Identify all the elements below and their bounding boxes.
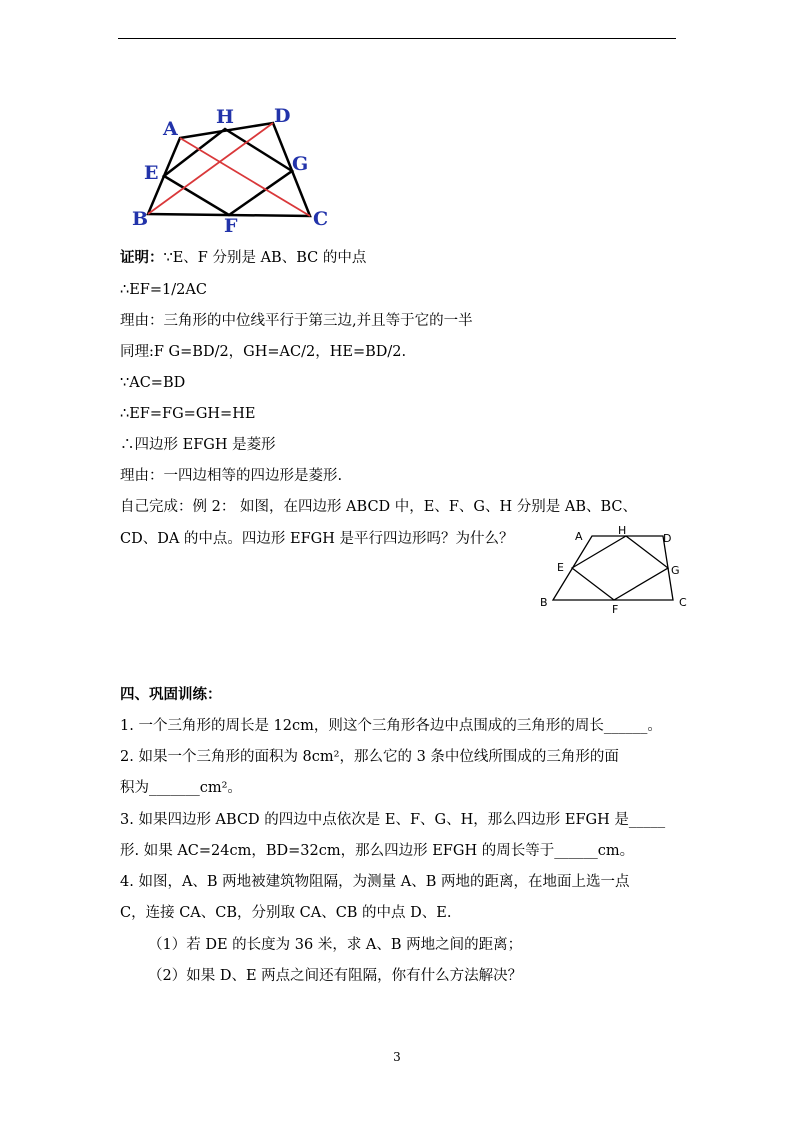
question-4-part-2: （2）如果 D、E 两点之间还有阻隔，你有什么方法解决？ xyxy=(148,968,523,984)
label2-f: F xyxy=(612,603,619,616)
label2-h: H xyxy=(618,524,627,537)
label-a: A xyxy=(163,118,178,140)
proof-line-3: 理由：三角形的中位线平行于第三边,并且等于它的一半 xyxy=(120,313,473,329)
label2-e: E xyxy=(557,561,564,574)
label2-d: D xyxy=(663,532,672,545)
label-c: C xyxy=(313,208,329,230)
quad-efgh xyxy=(164,129,292,215)
section-4-title: 四、巩固训练： xyxy=(120,687,222,703)
example2-line-1: 自己完成：例 2： 如图，在四边形 ABCD 中，E、F、G、H 分别是 AB、BC、 xyxy=(120,499,638,515)
proof-line-5: ∵AC=BD xyxy=(120,375,186,391)
label-f: F xyxy=(224,215,238,235)
label-h: H xyxy=(216,106,234,128)
proof-line-7: ∴四边形 EFGH 是菱形 xyxy=(120,437,276,453)
question-1: 1. 一个三角形的周长是 12cm，则这个三角形各边中点围成的三角形的周长______。 xyxy=(120,718,662,734)
proof-heading: 证明： xyxy=(120,250,164,266)
example2-line-2: CD、DA 的中点。四边形 EFGH 是平行四边形吗？为什么？ xyxy=(120,531,514,547)
proof-line-6: ∴EF=FG=GH=HE xyxy=(120,406,256,422)
question-4-part-1: （1）若 DE 的长度为 36 米，求 A、B 两地之间的距离； xyxy=(148,937,523,953)
question-2-line-1: 2. 如果一个三角形的面积为 8cm²，那么它的 3 条中位线所围成的三角形的面 xyxy=(120,749,619,765)
label-e: E xyxy=(144,162,159,184)
page-number: 3 xyxy=(393,1050,401,1064)
question-4-line-2: C，连接 CA、CB，分别取 CA、CB 的中点 D、E. xyxy=(120,905,452,921)
question-4-line-1: 4. 如图，A、B 两地被建筑物阻隔，为测量 A、B 两地的距离，在地面上选一点 xyxy=(120,874,630,890)
label2-b: B xyxy=(540,596,548,609)
label-b: B xyxy=(132,208,149,230)
label-g: G xyxy=(292,153,309,175)
label-d: D xyxy=(274,105,291,127)
figure-2-quadrilateral-diagram xyxy=(532,522,702,617)
label2-c: C xyxy=(679,596,687,609)
header-rule xyxy=(118,38,676,39)
question-2-line-2: 积为_______cm²。 xyxy=(120,780,242,796)
question-3-line-1: 3. 如果四边形 ABCD 的四边中点依次是 E、F、G、H，那么四边形 EFGH 是_____ xyxy=(120,812,666,828)
figure-1-rhombus-diagram xyxy=(125,100,345,235)
label2-a: A xyxy=(575,530,583,543)
proof-line-1: 证明：∵E、F 分别是 AB、BC 的中点 xyxy=(120,250,367,266)
proof-line-4: 同理:F G=BD/2，GH=AC/2，HE=BD/2. xyxy=(120,344,407,360)
label2-g: G xyxy=(671,564,680,577)
proof-line-2: ∴EF=1/2AC xyxy=(120,282,207,298)
question-3-line-2: 形. 如果 AC=24cm，BD=32cm，那么四边形 EFGH 的周长等于______cm。 xyxy=(120,843,635,859)
proof-line-8: 理由：一四边相等的四边形是菱形. xyxy=(120,468,343,484)
